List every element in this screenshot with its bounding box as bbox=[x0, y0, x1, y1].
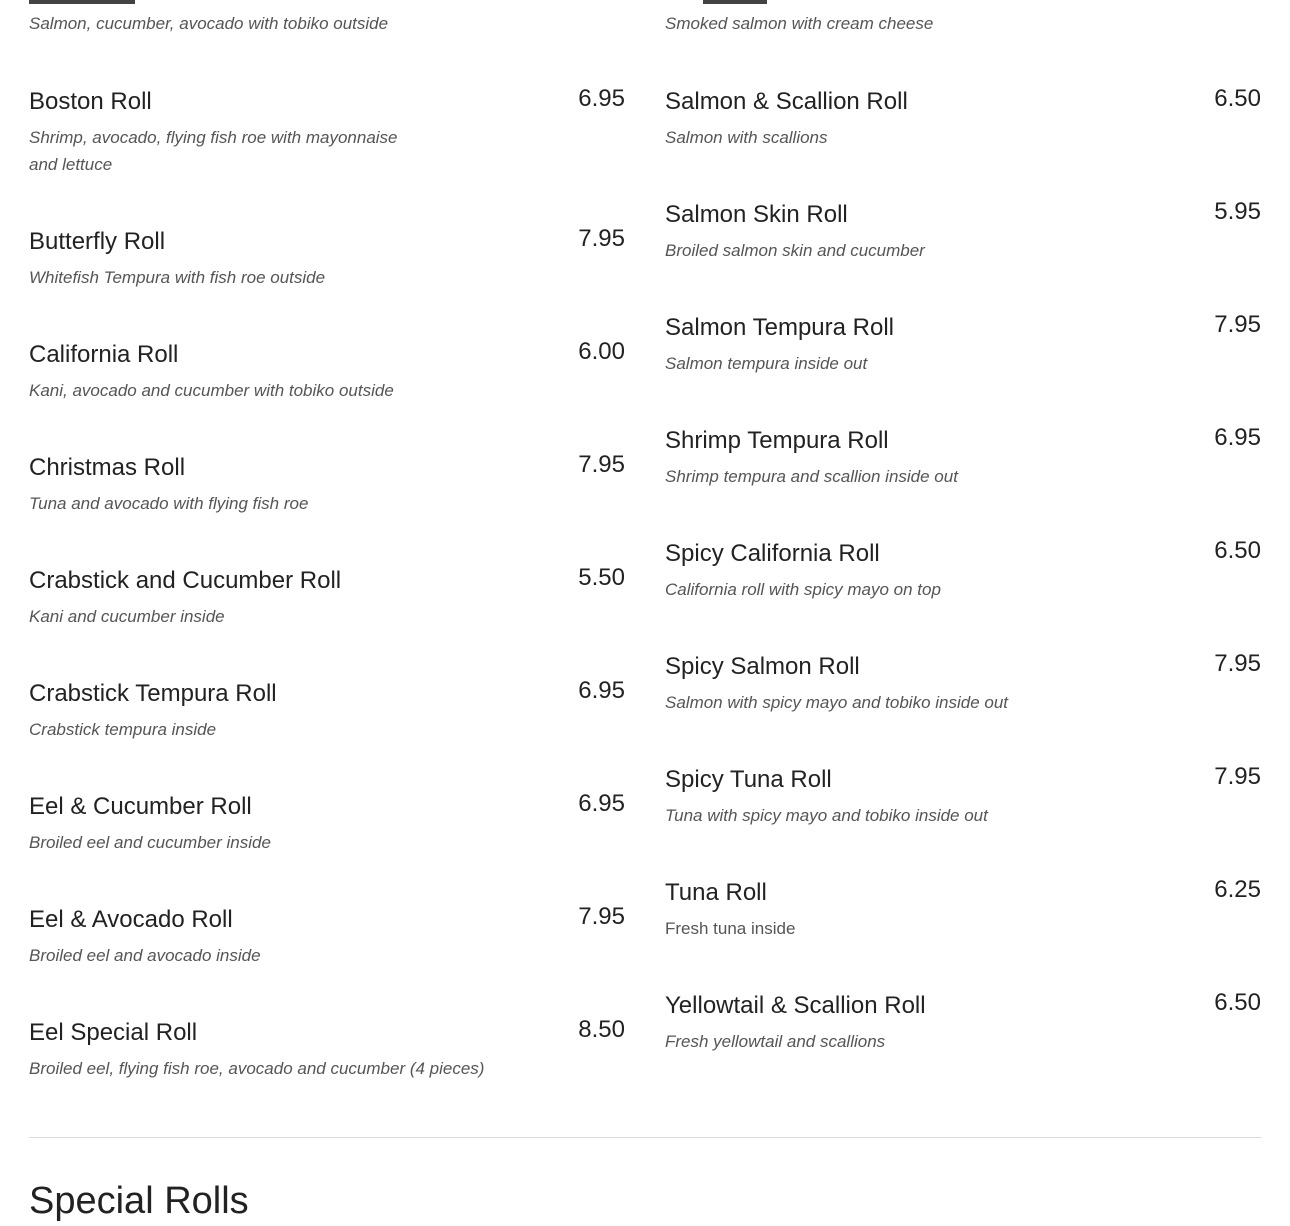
clipped-item-name bbox=[703, 0, 767, 4]
item-price: 7.95 bbox=[1214, 311, 1261, 338]
item-description: California roll with spicy mayo on top bbox=[665, 580, 941, 599]
clipped-item-name bbox=[29, 0, 135, 4]
item-name: Salmon & Scallion Roll bbox=[665, 88, 908, 115]
menu-item bbox=[665, 199, 1261, 312]
menu-item bbox=[29, 791, 625, 904]
partial-menu-item-left bbox=[29, 0, 625, 40]
item-price: 6.50 bbox=[1214, 85, 1261, 112]
item-description: Crabstick tempura inside bbox=[29, 720, 217, 739]
item-description: Shrimp tempura and scallion inside out bbox=[665, 467, 958, 486]
item-description: Tuna and avocado with flying fish roe bbox=[29, 494, 309, 513]
item-description: Broiled salmon skin and cucumber bbox=[665, 241, 925, 260]
item-price: 8.50 bbox=[578, 1016, 625, 1043]
item-price: 6.95 bbox=[578, 790, 625, 817]
item-description: Smoked salmon with cream cheese bbox=[665, 14, 934, 33]
menu-item bbox=[29, 339, 625, 452]
item-name: Crabstick and Cucumber Roll bbox=[29, 567, 342, 594]
menu-item bbox=[29, 452, 625, 565]
item-name: Crabstick Tempura Roll bbox=[29, 680, 277, 707]
menu-item bbox=[665, 764, 1261, 877]
item-name: Christmas Roll bbox=[29, 454, 186, 481]
menu-item bbox=[665, 538, 1261, 651]
partial-menu-item-right bbox=[665, 0, 1261, 40]
item-price: 6.50 bbox=[1214, 989, 1261, 1016]
item-description: Broiled eel and cucumber inside bbox=[29, 833, 271, 852]
item-description: Kani and cucumber inside bbox=[29, 607, 225, 626]
menu-item bbox=[29, 86, 625, 199]
item-name: Salmon Skin Roll bbox=[665, 201, 848, 228]
item-name: Eel Special Roll bbox=[29, 1019, 198, 1046]
item-description: Salmon, cucumber, avocado with tobiko outside bbox=[29, 14, 389, 33]
item-name: Spicy Tuna Roll bbox=[665, 766, 832, 793]
item-description: Broiled eel, flying fish roe, avocado and cucumber (4 pieces) bbox=[29, 1059, 485, 1078]
item-name: California Roll bbox=[29, 341, 179, 368]
item-name: Boston Roll bbox=[29, 88, 152, 115]
item-name: Tuna Roll bbox=[665, 879, 767, 906]
item-price: 7.95 bbox=[578, 225, 625, 252]
item-description: Tuna with spicy mayo and tobiko inside out bbox=[665, 806, 988, 825]
section-heading: Special Rolls bbox=[29, 1180, 249, 1222]
menu-item bbox=[665, 312, 1261, 425]
item-description: Salmon with scallions bbox=[665, 128, 828, 147]
item-price: 6.00 bbox=[578, 338, 625, 365]
item-name: Butterfly Roll bbox=[29, 228, 166, 255]
item-description: Salmon tempura inside out bbox=[665, 354, 868, 373]
item-price: 5.50 bbox=[578, 564, 625, 591]
item-name: Eel & Avocado Roll bbox=[29, 906, 233, 933]
menu-item bbox=[665, 877, 1261, 990]
menu-item bbox=[29, 678, 625, 791]
item-price: 7.95 bbox=[1214, 650, 1261, 677]
item-description: Whitefish Tempura with fish roe outside bbox=[29, 268, 326, 287]
menu-item bbox=[29, 226, 625, 339]
item-price: 6.25 bbox=[1214, 876, 1261, 903]
item-price: 6.95 bbox=[578, 85, 625, 112]
item-name: Spicy California Roll bbox=[665, 540, 880, 567]
menu-item bbox=[29, 1017, 625, 1130]
menu-item bbox=[665, 651, 1261, 764]
item-price: 6.95 bbox=[578, 677, 625, 704]
item-price: 6.50 bbox=[1214, 537, 1261, 564]
item-name: Salmon Tempura Roll bbox=[665, 314, 894, 341]
item-price: 5.95 bbox=[1214, 198, 1261, 225]
item-name: Shrimp Tempura Roll bbox=[665, 427, 889, 454]
item-description: Kani, avocado and cucumber with tobiko outside bbox=[29, 381, 394, 400]
menu-item bbox=[665, 425, 1261, 538]
item-name: Eel & Cucumber Roll bbox=[29, 793, 252, 820]
item-description: Fresh yellowtail and scallions bbox=[665, 1032, 886, 1051]
menu-item bbox=[29, 565, 625, 678]
item-name: Spicy Salmon Roll bbox=[665, 653, 860, 680]
section-divider bbox=[29, 1137, 1261, 1138]
item-price: 7.95 bbox=[1214, 763, 1261, 790]
item-price: 7.95 bbox=[578, 451, 625, 478]
item-description: Broiled eel and avocado inside bbox=[29, 946, 261, 965]
item-description: Shrimp, avocado, flying fish roe with mayonnaise and lettuce bbox=[29, 128, 398, 174]
item-price: 7.95 bbox=[578, 903, 625, 930]
item-name: Yellowtail & Scallion Roll bbox=[665, 992, 926, 1019]
item-description: Salmon with spicy mayo and tobiko inside out bbox=[665, 693, 1009, 712]
menu-item bbox=[665, 86, 1261, 199]
item-price: 6.95 bbox=[1214, 424, 1261, 451]
menu-item bbox=[29, 904, 625, 1017]
item-description: Fresh tuna inside bbox=[665, 919, 796, 938]
menu-item bbox=[665, 990, 1261, 1103]
